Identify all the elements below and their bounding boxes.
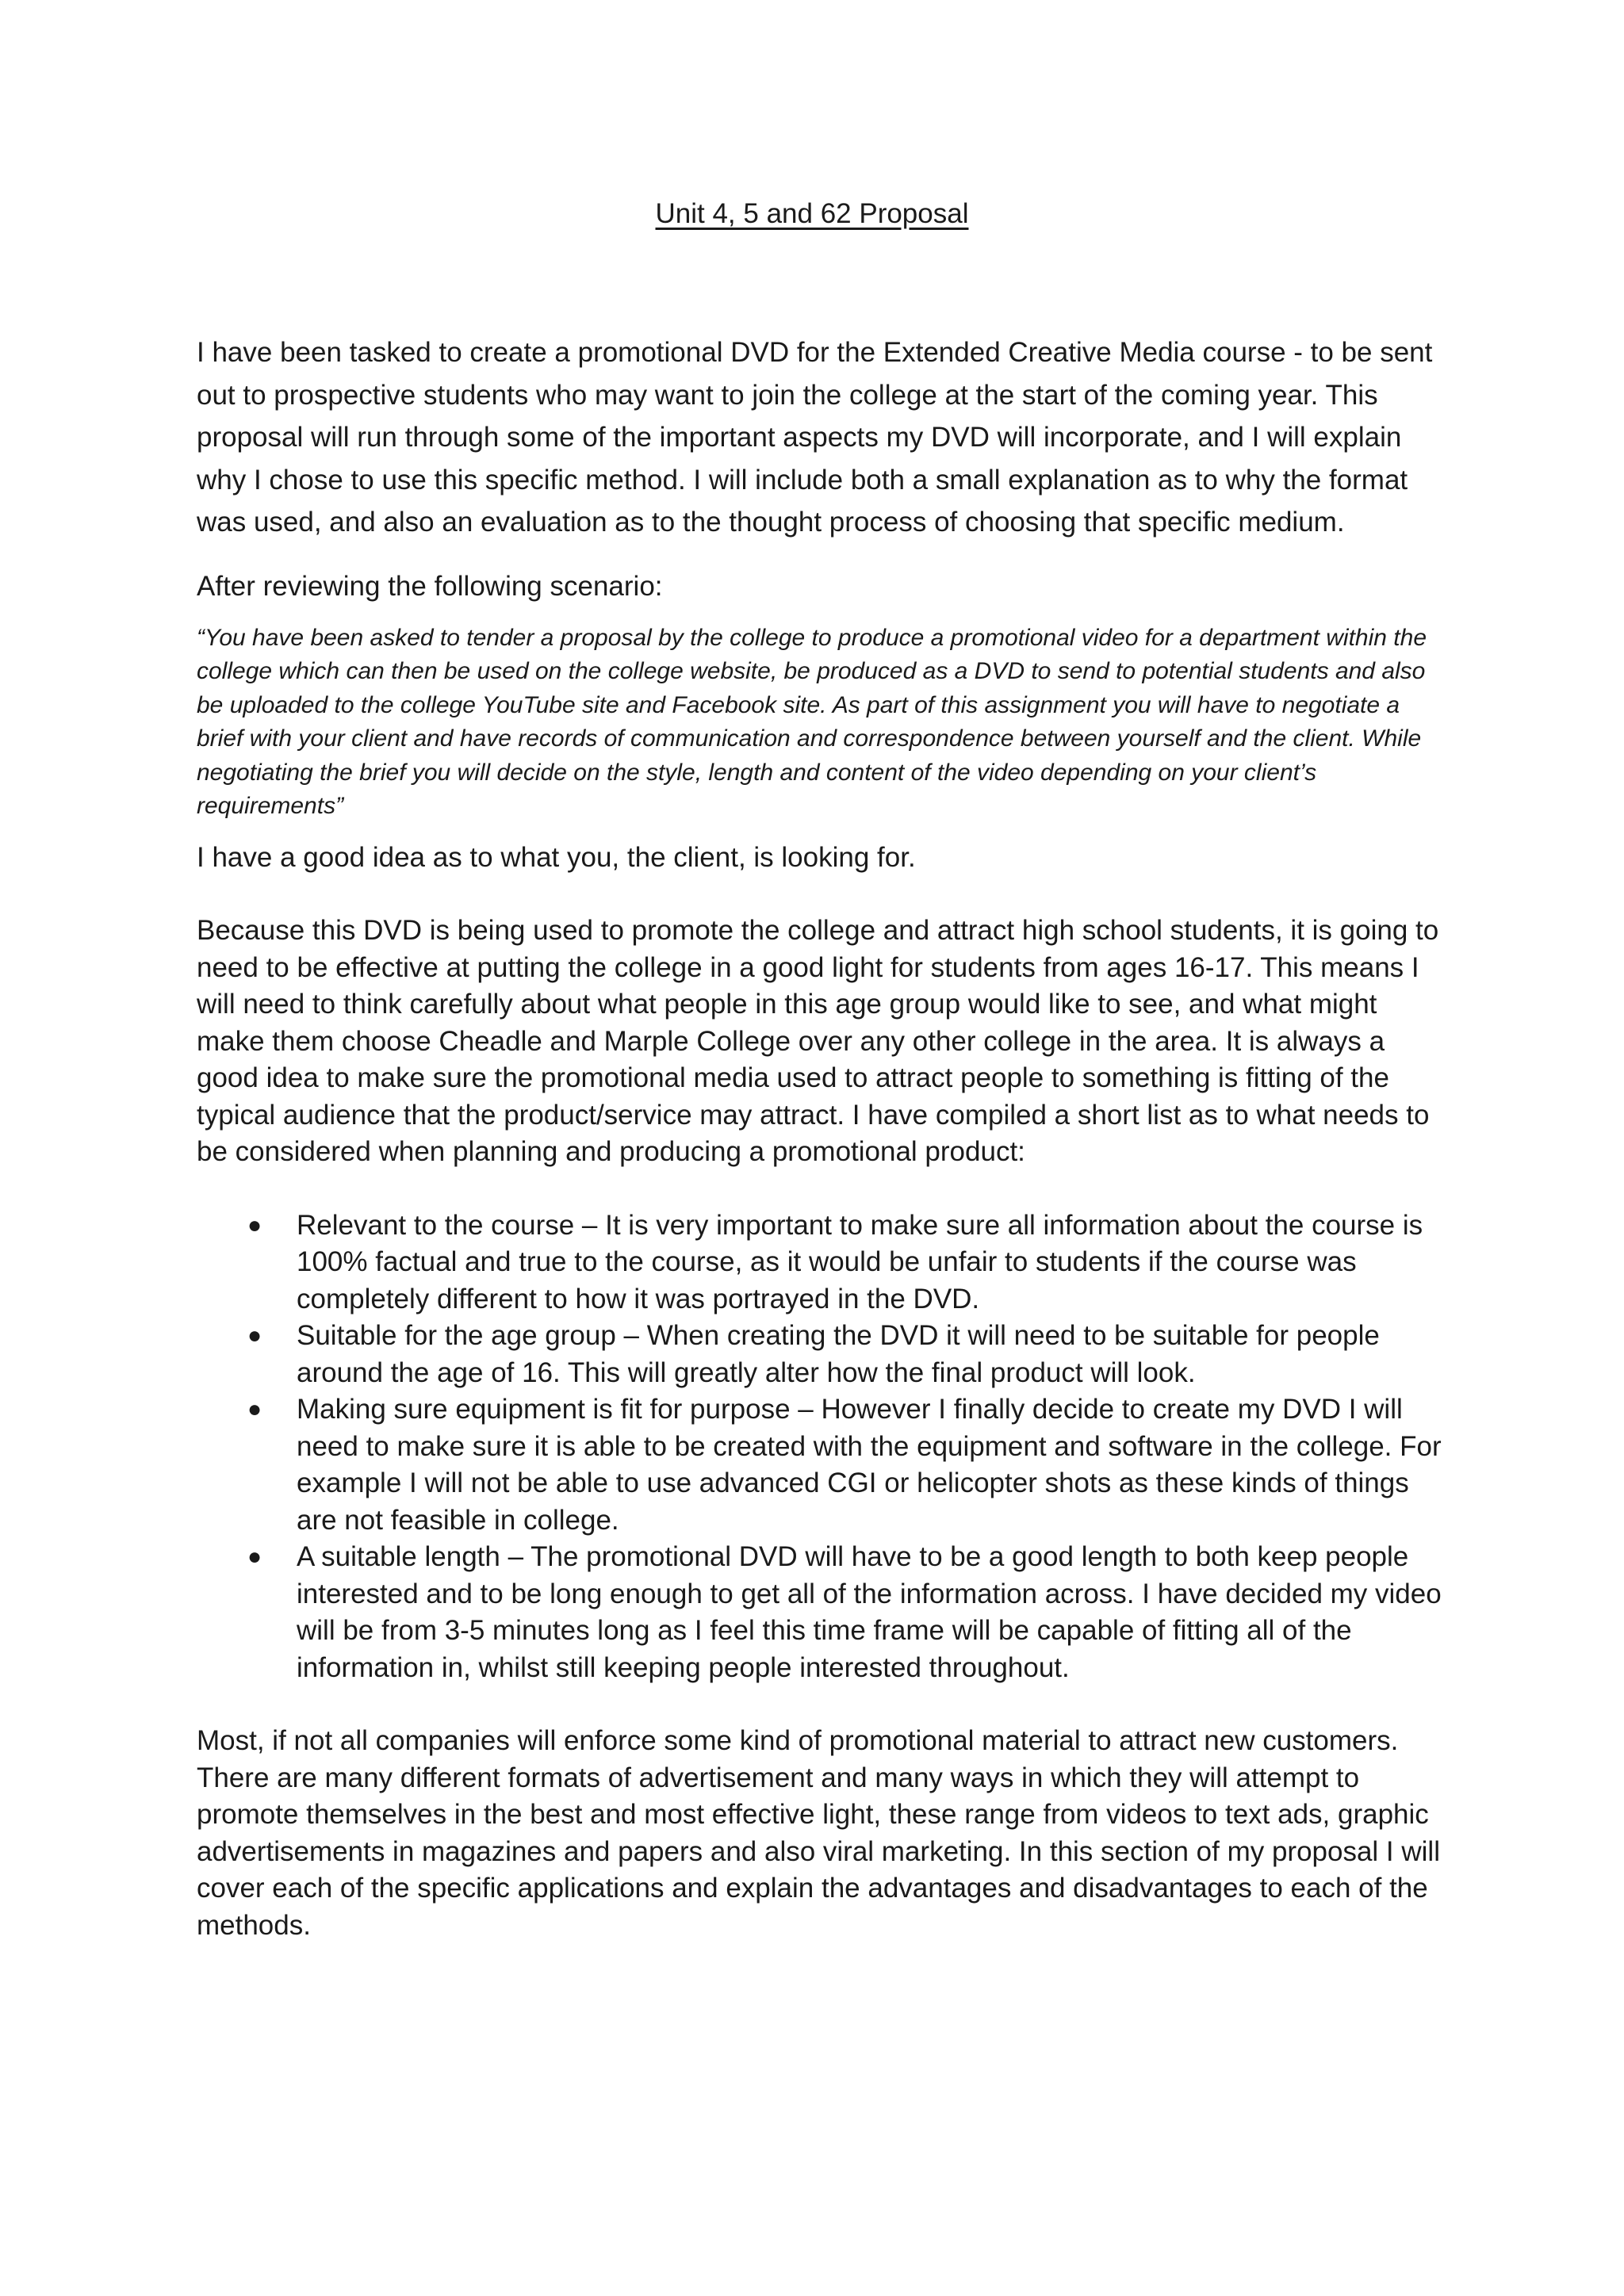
bullet-icon: ● <box>247 1544 262 1570</box>
list-item-text: A suitable length – The promotional DVD will have to be a good length to both keep people interested and to be long enough to get all of the information across. I have decided my video will be from 3-5 minutes long as I feel this time frame will be capable of fitting all of the information in, whilst still keeping people interested throughout. <box>297 1541 1442 1683</box>
considerations-list <box>197 1207 1442 1687</box>
list-item <box>197 1539 1442 1686</box>
document-body <box>197 331 1442 1944</box>
list-item <box>197 1318 1442 1391</box>
bullet-icon: ● <box>247 1322 262 1349</box>
list-item-text: Relevant to the course – It is very important to make sure all information about the course is 100% factual and true to the course, as it would be unfair to students if the course was completely different to how it was portrayed in the DVD. <box>297 1209 1423 1314</box>
audience-paragraph: Because this DVD is being used to promote the college and attract high school students, it is going to need to be effective at putting the college in a good light for students from ages 16-17. This means I will need to think carefully about what people in this age group would like to see, and what might make them choose Cheadle and Marple College over any other college in the area. It is always a good idea to make sure the promotional media used to attract people to something is fitting of the typical audience that the product/service may attract. I have compiled a short list as to what needs to be considered when planning and producing a promotional product: <box>197 915 1439 1167</box>
client-line: I have a good idea as to what you, the client, is looking for. <box>197 841 916 873</box>
scenario-lead: After reviewing the following scenario: <box>197 570 663 602</box>
document-title: Unit 4, 5 and 62 Proposal <box>655 198 969 229</box>
bullet-icon: ● <box>247 1396 262 1422</box>
list-item-text: Making sure equipment is fit for purpose – However I finally decide to create my DVD I will need to make sure it is able to be created with the equipment and software in the college. For example I will not be able to use advanced CGI or helicopter shots as these kinds of things are not feasible in college. <box>297 1394 1442 1536</box>
closing-paragraph: Most, if not all companies will enforce some kind of promotional material to attract new customers. There are many different formats of advertisement and many ways in which they will attempt to promote themselves in the best and most effective light, these range from videos to text ads, graphic advertisements in magazines and papers and also viral marketing. In this section of my proposal I will cover each of the specific applications and explain the advantages and disadvantages to each of the methods. <box>197 1725 1440 1941</box>
intro-paragraph: I have been tasked to create a promotional DVD for the Extended Creative Media course - to be sent out to prospective students who may want to join the college at the start of the coming year. This proposal will run through some of the important aspects my DVD will incorporate, and I will explain why I chose to use this specific method. I will include both a small explanation as to why the format was used, and also an evaluation as to the thought process of choosing that specific medium. <box>197 337 1433 538</box>
list-item <box>197 1391 1442 1539</box>
list-item <box>197 1207 1442 1318</box>
bullet-icon: ● <box>247 1211 262 1238</box>
scenario-quote: “You have been asked to tender a proposal by the college to produce a promotional video for a department within the college which can then be used on the college website, be produced as a DVD to send to potential students and also be uploaded to the college YouTube site and Facebook site. As part of this assignment you will have to negotiate a brief with your client and have records of communication and correspondence between yourself and the client. While negotiating the brief you will decide on the style, length and content of the video depending on your client’s requirements” <box>197 624 1427 819</box>
list-item-text: Suitable for the age group – When creating the DVD it will need to be suitable for people around the age of 16. This will greatly alter how the final product will look. <box>297 1320 1380 1388</box>
